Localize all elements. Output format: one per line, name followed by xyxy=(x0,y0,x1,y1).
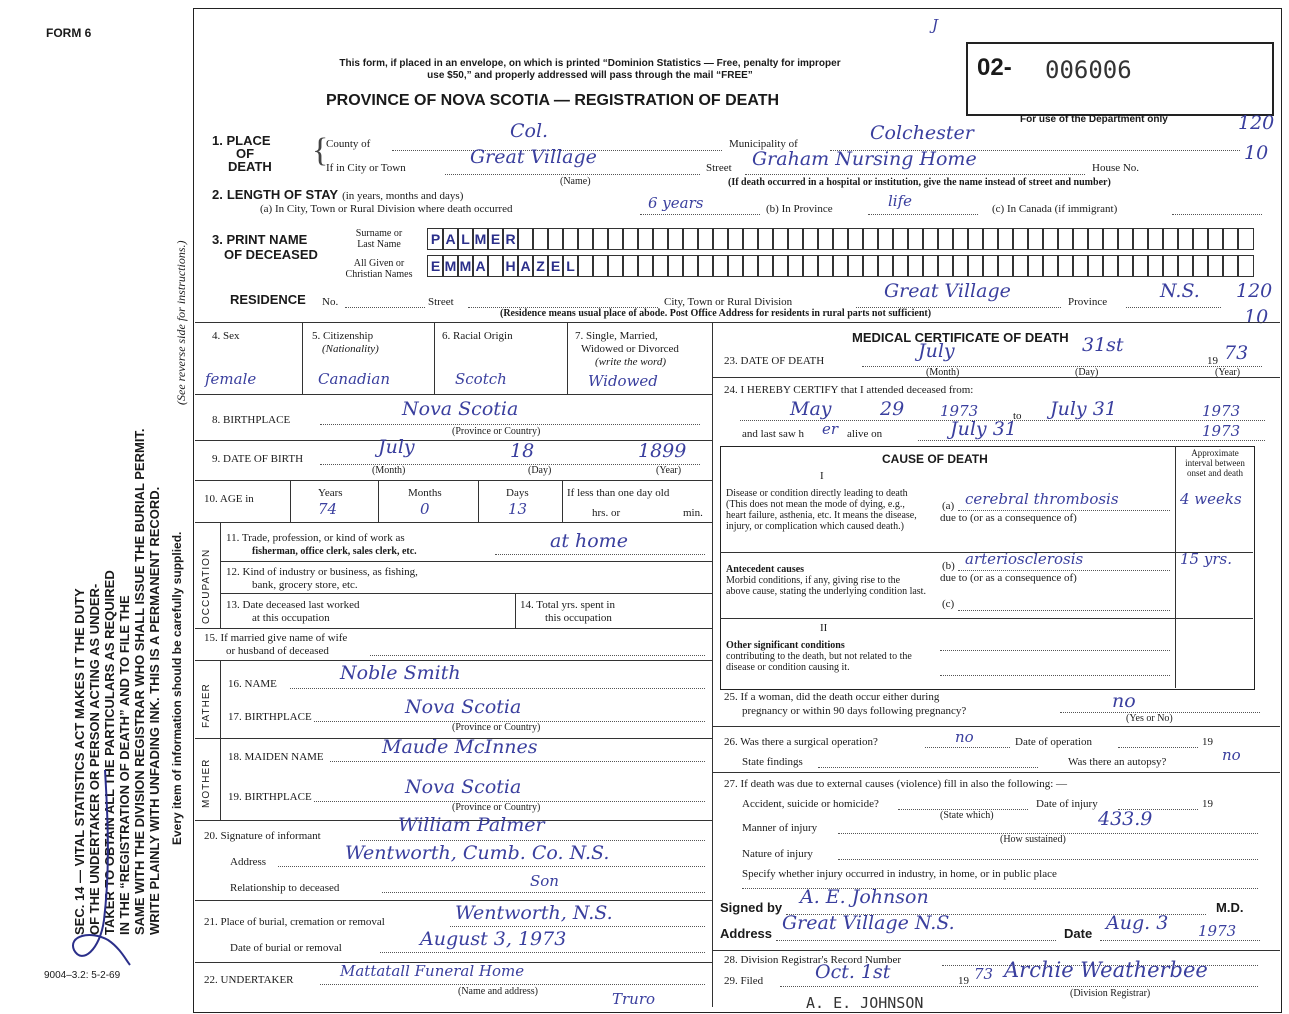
cause-heading: CAUSE OF DEATH xyxy=(882,452,988,466)
due-1: due to (or as a consequence of) xyxy=(940,512,1077,524)
q27-label: 27. If death was due to external causes (violence) fill in also the following: — xyxy=(724,778,1068,790)
residence-code-1: 120 xyxy=(1236,280,1273,302)
race-label: 6. Racial Origin xyxy=(442,330,513,342)
place-h3: DEATH xyxy=(228,159,272,174)
q11-line-1: 11. Trade, profession, or kind of work as xyxy=(226,532,405,544)
given-cell-0[interactable]: E xyxy=(427,255,444,277)
sex-label: 4. Sex xyxy=(212,330,240,342)
undertaker-caption: (Name and address) xyxy=(458,986,538,997)
given-label xyxy=(333,258,425,280)
typed-name: A. E. JOHNSON xyxy=(806,994,924,1012)
occ-side-divider xyxy=(220,522,221,628)
notice-line-1: This form, if placed in an envelope, on which is printed “Dominion Statistics — Free, penalty for improper xyxy=(339,58,841,69)
antecedent-label: Morbid conditions, if any, giving rise to the above cause, stating the underlying condition last. xyxy=(726,575,926,597)
residence-province-label: Province xyxy=(1068,296,1108,308)
surname-cell-4[interactable]: E xyxy=(487,228,504,250)
address-line xyxy=(776,940,1056,941)
residence-code-2: 10 xyxy=(1244,306,1269,328)
q11-line-2: fisherman, office clerk, sales clerk, etc. xyxy=(252,546,417,557)
stay-c-label: (c) In Canada (if immigrant) xyxy=(992,203,1118,215)
divider-spouse xyxy=(195,628,712,629)
occ-divider-3 xyxy=(515,593,516,628)
lastsaw-date[interactable]: July 31 xyxy=(950,418,1017,440)
divider-father xyxy=(195,660,712,661)
residence-street-label: Street xyxy=(428,296,454,308)
place-h2: OF xyxy=(236,146,255,161)
residence-city[interactable]: Great Village xyxy=(884,280,1011,302)
informant-sig-line xyxy=(360,840,705,841)
cause-a-label: (a) xyxy=(942,500,955,512)
given-cell-8[interactable]: E xyxy=(547,255,564,277)
q15-line xyxy=(370,655,705,656)
stay-b-value[interactable]: life xyxy=(888,192,913,210)
roman-1: I xyxy=(820,470,824,482)
place-code-2: 10 xyxy=(1244,142,1269,164)
op-year: 19 xyxy=(1202,736,1213,748)
q24-label: 24. I HEREBY CERTIFY that I attended deceased from: xyxy=(724,384,974,396)
residence-note: (Residence means usual place of abode. Post Office Address for residents in rural parts not sufficient) xyxy=(500,308,932,319)
divider-personal xyxy=(195,322,1280,323)
cit-value[interactable]: Canadian xyxy=(318,370,391,388)
days-label: Days xyxy=(506,487,529,499)
q23-day-caption: (Day) xyxy=(1075,367,1099,378)
how-caption: (How sustained) xyxy=(1000,834,1066,845)
surname-label xyxy=(333,228,425,250)
years-value[interactable]: 74 xyxy=(318,500,338,518)
cit-label: 5. Citizenship xyxy=(312,330,374,342)
years-label: Years xyxy=(318,487,343,499)
dob-month-caption: (Month) xyxy=(372,465,406,476)
race-value[interactable]: Scotch xyxy=(455,370,507,388)
divider-burial xyxy=(195,900,712,901)
cause-a-interval[interactable]: 4 weeks xyxy=(1180,490,1242,508)
registrar-signature[interactable]: Archie Weatherbee xyxy=(1004,958,1208,982)
stay-heading xyxy=(212,186,463,204)
burial-place-label: 21. Place of burial, cremation or removal xyxy=(204,916,385,928)
mother-bp-label: 19. BIRTHPLACE xyxy=(228,791,312,803)
divider-age xyxy=(195,480,712,481)
autopsy-value[interactable]: no xyxy=(1222,746,1241,764)
informant-rel-line xyxy=(382,892,705,893)
other-line-1 xyxy=(940,650,1170,651)
burial-date-line xyxy=(380,952,705,953)
county-label: County of xyxy=(326,138,371,150)
cause-b-label: (b) xyxy=(942,560,955,572)
divider-medical xyxy=(712,322,713,1007)
birthplace-caption: (Province or Country) xyxy=(452,426,541,437)
stay-b-label: (b) In Province xyxy=(766,203,833,215)
dob-year-caption: (Year) xyxy=(656,465,682,476)
state-which: (State which) xyxy=(940,810,994,821)
house-label: House No. xyxy=(1092,162,1140,174)
nature-line xyxy=(838,859,1258,860)
cause-b-value[interactable]: arteriosclerosis xyxy=(965,550,1084,568)
death-month[interactable]: July xyxy=(918,340,955,362)
dob-day-caption: (Day) xyxy=(528,465,552,476)
cause-a-value[interactable]: cerebral thrombosis xyxy=(965,490,1119,508)
q25-label xyxy=(724,690,966,718)
q15-line-2: or husband of deceased xyxy=(226,645,329,657)
op-date-line xyxy=(1118,747,1198,748)
q12-line-1: 12. Kind of industry or business, as fishing, xyxy=(226,566,418,578)
surname-cell-1[interactable]: A xyxy=(442,228,459,250)
q12-line-2: bank, grocery store, etc. xyxy=(252,579,358,591)
q25-caption: (Yes or No) xyxy=(1126,713,1173,724)
given-cell-3[interactable]: A xyxy=(472,255,489,277)
hrs-label: hrs. or xyxy=(592,507,621,519)
roman-2: II xyxy=(820,622,828,634)
name-heading xyxy=(212,232,318,262)
lastsaw-label: and last saw h xyxy=(742,428,805,440)
mother-side-label: MOTHER xyxy=(201,758,212,808)
side-line-1: SEC. 14 — VITAL STATISTICS ACT MAKES IT THE DUTY xyxy=(72,588,87,935)
city-line xyxy=(445,174,700,175)
lastsaw-line xyxy=(918,440,1265,441)
alive-label: alive on xyxy=(847,428,883,440)
stay-a-label: (a) In City, Town or Rural Division where death occurred xyxy=(260,203,513,215)
residence-city-label: City, Town or Rural Division xyxy=(664,296,793,308)
months-value[interactable]: 0 xyxy=(420,500,430,518)
q26-line xyxy=(925,747,1010,748)
undertaker-label: 22. UNDERTAKER xyxy=(204,974,294,986)
reg-mark: J xyxy=(932,16,939,34)
father-name[interactable]: Noble Smith xyxy=(340,662,461,684)
q29-label: 29. Filed xyxy=(724,975,764,987)
q26-value[interactable]: no xyxy=(955,728,974,746)
surname-cell-54[interactable] xyxy=(1237,228,1254,250)
given-cell-2[interactable]: M xyxy=(457,255,474,277)
marital-label-2: Widowed or Divorced xyxy=(581,343,679,355)
q23-year-caption: (Year) xyxy=(1215,367,1241,378)
signed-label: Signed by xyxy=(720,900,783,915)
from-day[interactable]: 29 xyxy=(880,398,905,420)
burial-date-label: Date of burial or removal xyxy=(230,942,342,954)
death-year[interactable]: 73 xyxy=(1224,342,1249,364)
q13-line-1: 13. Date deceased last worked xyxy=(226,599,360,611)
side-every-item: Every item of information should be carefully supplied. xyxy=(170,531,184,845)
address-label: Address xyxy=(720,926,773,941)
lastsaw-fill[interactable]: er xyxy=(822,420,839,438)
county-value[interactable]: Col. xyxy=(510,120,549,142)
findings-line xyxy=(818,767,1038,768)
mother-maiden[interactable]: Maude McInnes xyxy=(382,736,538,758)
q15-label xyxy=(204,632,347,658)
death-year-pre: 19 xyxy=(1207,355,1218,367)
cause-divider-2 xyxy=(720,618,1253,619)
surname-label-2: Last Name xyxy=(357,239,401,250)
name-num: 3. xyxy=(212,232,223,247)
marital-value[interactable]: Widowed xyxy=(588,372,658,390)
date-value[interactable]: Aug. 3 xyxy=(1106,912,1169,934)
municipality-label: Municipality of xyxy=(729,138,798,150)
to-label: to xyxy=(1013,410,1022,422)
mail-notice xyxy=(240,58,940,82)
q14-label xyxy=(520,599,615,625)
q13-line-2: at this occupation xyxy=(252,612,330,624)
from-month[interactable]: May xyxy=(790,398,832,420)
dob-month[interactable]: July xyxy=(378,436,415,458)
interval-heading: Approximate interval between onset and death xyxy=(1185,448,1245,478)
md-label: M.D. xyxy=(1216,900,1244,915)
q11-value[interactable]: at home xyxy=(550,530,628,552)
icd-code: 433.9 xyxy=(1098,808,1153,830)
stay-a-value[interactable]: 6 years xyxy=(648,194,704,212)
street-label: Street xyxy=(706,162,732,174)
cause-a-line xyxy=(958,510,1170,511)
informant-addr-label: Address xyxy=(230,856,267,868)
other-label: contributing to the death, but not related to the disease or condition causing it. xyxy=(726,651,912,673)
cause-c-line xyxy=(958,610,1170,611)
q13-label xyxy=(226,599,359,625)
place-h1: PLACE xyxy=(226,133,271,148)
father-name-label: 16. NAME xyxy=(228,678,277,690)
col-cit-divider xyxy=(434,322,435,394)
side-line-3: TAKER TO OBTAIN ALL THE PARTICULARS AS REQUIRED xyxy=(102,570,117,935)
age-label: 10. AGE in xyxy=(204,493,254,505)
date-label: Date xyxy=(1064,926,1093,941)
q25-value[interactable]: no xyxy=(1112,690,1136,712)
autopsy-label: Was there an autopsy? xyxy=(1068,756,1167,768)
father-bp-caption: (Province or Country) xyxy=(452,722,541,733)
to-year[interactable]: 1973 xyxy=(1202,402,1241,420)
name-h2: OF DECEASED xyxy=(224,247,318,262)
other-title: Other significant conditions xyxy=(726,640,845,651)
sex-value[interactable]: female xyxy=(205,370,257,388)
age-col-4 xyxy=(562,480,563,522)
dob-day[interactable]: 18 xyxy=(510,440,535,462)
form-number: FORM 6 xyxy=(46,26,92,40)
q23-line xyxy=(862,366,1262,367)
stay-title: LENGTH OF STAY xyxy=(226,187,339,202)
cause-c-label: (c) xyxy=(942,598,955,610)
mother-bp-caption: (Province or Country) xyxy=(452,802,541,813)
side-line-4: IN THE “REGISTRATION OF DEATH” AND TO FILE THE xyxy=(117,595,132,935)
death-day[interactable]: 31st xyxy=(1082,334,1124,356)
accident-label: Accident, suicide or homicide? xyxy=(742,798,879,810)
informant-rel[interactable]: Son xyxy=(530,872,559,890)
medical-heading: MEDICAL CERTIFICATE OF DEATH xyxy=(852,330,1069,345)
antecedent-title: Antecedent causes xyxy=(726,564,805,575)
divider-dob xyxy=(195,440,712,441)
form-code: 9004–3.2: 5-2-69 xyxy=(44,970,121,981)
address-value[interactable]: Great Village N.S. xyxy=(782,912,955,934)
mother-maiden-label: 18. MAIDEN NAME xyxy=(228,751,324,763)
dob-year[interactable]: 1899 xyxy=(638,440,687,462)
dob-label: 9. DATE OF BIRTH xyxy=(212,453,304,465)
q28-label: 28. Division Registrar's Record Number xyxy=(724,954,902,966)
given-cell-9[interactable]: L xyxy=(562,255,579,277)
occ-divider-1 xyxy=(220,561,712,562)
filed-year-pre: 19 xyxy=(958,975,969,987)
surname-cell-0[interactable]: P xyxy=(427,228,444,250)
stay-a-line xyxy=(640,214,760,215)
q26-label: 26. Was there a surgical operation? xyxy=(724,736,878,748)
father-side-label: FATHER xyxy=(201,683,212,728)
stay-note: (in years, months and days) xyxy=(342,190,464,202)
lessday-label: If less than one day old xyxy=(567,487,670,499)
burial-place[interactable]: Wentworth, N.S. xyxy=(455,902,613,924)
age-col-1 xyxy=(290,480,291,522)
divider-q24 xyxy=(712,377,1280,378)
cause-b-interval[interactable]: 15 yrs. xyxy=(1180,550,1232,568)
min-label: min. xyxy=(683,507,703,519)
injury-date-label: Date of injury xyxy=(1036,798,1098,810)
specify-label: Specify whether injury occurred in industry, in home, or in public place xyxy=(742,868,1057,880)
side-line-5: SAME WITH THE DIVISION REGISTRAR WHO SHALL ISSUE THE BURIAL PERMIT. xyxy=(132,428,147,935)
notice-line-2: use $50,” and properly addressed will pass through the mail “FREE” xyxy=(427,70,753,81)
residence-no-line xyxy=(345,307,425,308)
filed-year[interactable]: 73 xyxy=(974,965,994,983)
side-see-reverse: (See reverse side for instructions.) xyxy=(174,240,188,405)
stay-b-line xyxy=(868,214,978,215)
divider-q26 xyxy=(712,726,1280,727)
hospital-note: (If death occurred in a hospital or institution, give the name instead of street and number) xyxy=(728,177,1111,188)
col-race-divider xyxy=(567,322,568,394)
undertaker-value-2[interactable]: Truro xyxy=(612,990,656,1008)
stay-c-line xyxy=(1172,214,1262,215)
age-col-2 xyxy=(378,480,379,522)
cause-b-line xyxy=(958,570,1170,571)
q23-month-caption: (Month) xyxy=(926,367,960,378)
side-line-2: OF THE UNDERTAKER OR PERSON ACTING AS UNDER- xyxy=(87,583,102,935)
months-label: Months xyxy=(408,487,442,499)
birthplace-line xyxy=(320,424,700,425)
interval-divider xyxy=(1175,446,1176,688)
stay-num: 2. xyxy=(212,187,223,202)
residence-province-line xyxy=(1126,307,1221,308)
marital-label-1: 7. Single, Married, xyxy=(575,330,658,342)
q25-line-1: 25. If a woman, did the death occur either during xyxy=(724,691,940,703)
op-date-label: Date of operation xyxy=(1015,736,1092,748)
birthplace-label: 8. BIRTHPLACE xyxy=(212,414,291,426)
burial-place-line xyxy=(450,926,705,927)
q23-label: 23. DATE OF DEATH xyxy=(724,355,825,367)
residence-heading: RESIDENCE xyxy=(230,292,306,307)
to-date[interactable]: July 31 xyxy=(1050,398,1117,420)
informant-sig-label: 20. Signature of informant xyxy=(204,830,321,842)
filed-value[interactable]: Oct. 1st xyxy=(815,961,891,983)
cit-sub: (Nationality) xyxy=(322,343,379,355)
place-code-1: 120 xyxy=(1238,112,1275,134)
name-h1: PRINT NAME xyxy=(226,232,308,247)
birthplace-value[interactable]: Nova Scotia xyxy=(402,398,519,420)
city-label: If in City or Town xyxy=(326,162,406,174)
father-bp-label: 17. BIRTHPLACE xyxy=(228,711,312,723)
q12-label xyxy=(226,566,418,592)
date-year[interactable]: 1973 xyxy=(1198,922,1237,940)
city-value[interactable]: Great Village xyxy=(470,146,597,168)
occupation-side-label: OCCUPATION xyxy=(201,548,212,624)
given-cell-54[interactable] xyxy=(1237,255,1254,277)
col-sex-divider xyxy=(302,322,303,394)
marital-label xyxy=(575,330,679,369)
given-cell-1[interactable]: M xyxy=(442,255,459,277)
burial-date[interactable]: August 3, 1973 xyxy=(420,928,567,950)
injury-year: 19 xyxy=(1202,798,1213,810)
q14-line-1: 14. Total yrs. spent in xyxy=(520,599,615,611)
surname-cell-3[interactable]: M xyxy=(472,228,489,250)
city-name-caption: (Name) xyxy=(560,176,591,187)
undertaker-line xyxy=(320,984,705,985)
undertaker-value[interactable]: Mattatall Funeral Home xyxy=(340,962,525,980)
surname-cell-2[interactable]: L xyxy=(457,228,474,250)
divider-birthplace xyxy=(195,394,712,395)
residence-province[interactable]: N.S. xyxy=(1160,280,1200,302)
informant-addr-line xyxy=(278,866,705,867)
informant-rel-label: Relationship to deceased xyxy=(230,882,340,894)
given-cell-6[interactable]: A xyxy=(517,255,534,277)
given-label-1: All Given or xyxy=(353,258,405,269)
street-value[interactable]: Graham Nursing Home xyxy=(752,148,977,170)
father-bp[interactable]: Nova Scotia xyxy=(405,696,522,718)
informant-addr[interactable]: Wentworth, Cumb. Co. N.S. xyxy=(345,842,610,864)
informant-sig[interactable]: William Palmer xyxy=(398,814,545,836)
street-line xyxy=(745,174,1085,175)
mother-maiden-line xyxy=(330,761,705,762)
place-heading xyxy=(212,134,272,173)
divider-occ xyxy=(195,522,712,523)
reg-prefix: 02- xyxy=(977,54,1012,81)
surname-cell-5[interactable]: R xyxy=(502,228,519,250)
municipality-value[interactable]: Colchester xyxy=(870,122,974,144)
q15-line-1: 15. If married give name of wife xyxy=(204,632,348,644)
due-2: due to (or as a consequence of) xyxy=(940,572,1077,584)
date-line xyxy=(1100,940,1260,941)
form-title: PROVINCE OF NOVA SCOTIA — REGISTRATION OF DEATH xyxy=(326,92,780,109)
margin-scribble xyxy=(60,760,140,980)
nature-label: Nature of injury xyxy=(742,848,813,860)
lastsaw-year[interactable]: 1973 xyxy=(1202,422,1241,440)
signed-value[interactable]: A. E. Johnson xyxy=(800,886,929,908)
reg-number: 006006 xyxy=(1045,56,1132,84)
occ-divider-2 xyxy=(220,593,712,594)
parent-side-divider xyxy=(220,660,221,820)
divider-q28 xyxy=(712,950,1280,951)
disease-label: Disease or condition directly leading to death (This does not mean the mode of dying, e.g., heart failure, asthenia, etc. It means the disease, injury, or complication which caused death.) xyxy=(726,488,917,532)
surname-label-1: Surname or xyxy=(355,228,403,239)
registrar-caption: (Division Registrar) xyxy=(1070,988,1151,999)
q25-line-2: pregnancy or within 90 days following pregnancy? xyxy=(742,705,967,717)
given-cell-5[interactable]: H xyxy=(502,255,519,277)
age-col-3 xyxy=(478,480,479,522)
q14-line-2: this occupation xyxy=(545,612,612,624)
divider-q27 xyxy=(712,772,1280,773)
q11-line xyxy=(495,554,705,555)
q11-label xyxy=(226,532,417,558)
q29-line xyxy=(780,986,1258,987)
given-label-2: Christian Names xyxy=(345,269,413,280)
place-bracket: { xyxy=(312,132,329,169)
other-line-2 xyxy=(940,675,1170,676)
given-cell-7[interactable]: Z xyxy=(532,255,549,277)
findings-label: State findings xyxy=(742,756,803,768)
mother-bp[interactable]: Nova Scotia xyxy=(405,776,522,798)
marital-label-3: (write the word) xyxy=(595,356,667,368)
from-year[interactable]: 1973 xyxy=(940,402,979,420)
residence-no-label: No. xyxy=(322,296,339,308)
side-line-6: WRITE PLAINLY WITH UNFADING INK. THIS IS A PERMANENT RECORD. xyxy=(147,486,162,935)
father-name-line xyxy=(290,688,705,689)
manner-label: Manner of injury xyxy=(742,822,818,834)
place-num: 1. xyxy=(212,133,223,148)
days-value[interactable]: 13 xyxy=(508,500,528,518)
reg-caption: For use of the Department only xyxy=(1020,114,1168,125)
